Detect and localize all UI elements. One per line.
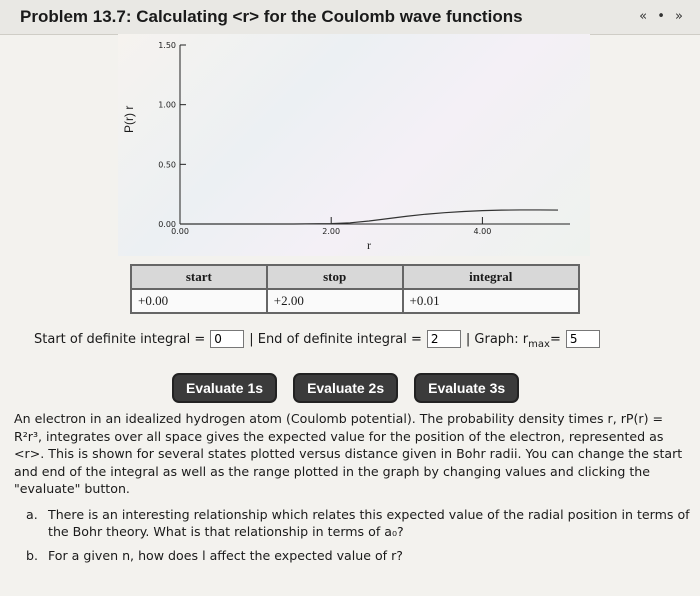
graph-label (465, 331, 561, 350)
question-text: There is an interesting relationship which relates this expected value of the radial position in terms of the Bohr theory. What is that relationship in terms of a₀? (48, 506, 690, 539)
page-navigation (639, 9, 686, 24)
evaluate-buttons (172, 373, 519, 403)
graph-label-eq: = (549, 331, 561, 347)
question-marker: b. (26, 547, 38, 563)
question-b (26, 547, 690, 565)
x-tick-label: 4.00 (473, 227, 492, 236)
nav-separator: • (657, 9, 668, 24)
y-axis-label: P(r) r (122, 105, 136, 133)
rmax-input[interactable] (566, 330, 600, 348)
chart-area (118, 34, 590, 256)
evaluate-2s-button[interactable]: Evaluate 2s (293, 373, 398, 403)
question-marker: a. (26, 506, 38, 522)
evaluate-3s-button[interactable]: Evaluate 3s (414, 373, 519, 403)
header-integral: integral (403, 265, 580, 289)
description-text: An electron in an idealized hydrogen atom (Coulomb potential). The probability density times r, rP(r) = R²r³, integrates over all space gives the expected value for the position of the electron, represented as <r>. This is shown for several states plotted versus distance given in Bohr radii. You can change the start and end of the integral as well as the range plotted in the graph by changing values and clicking the "evaluate" button. (14, 411, 683, 496)
question-list (26, 506, 690, 565)
header-start: start (131, 265, 267, 289)
cell-start: +0.00 (131, 289, 267, 313)
results-table (130, 264, 580, 314)
page-title: Problem 13.7: Calculating <r> for the Coulomb wave functions (20, 7, 523, 26)
cell-integral: +0.01 (403, 289, 580, 313)
x-axis-label: r (367, 238, 371, 252)
evaluate-1s-button[interactable]: Evaluate 1s (172, 373, 277, 403)
series-line (180, 210, 558, 224)
start-label: Start of definite integral = (34, 331, 206, 347)
y-tick-label: 1.50 (158, 41, 176, 50)
cell-stop: +2.00 (267, 289, 403, 313)
problem-description (14, 410, 690, 570)
graph-label-sub: max (528, 338, 550, 350)
results-header-row (131, 265, 579, 289)
integral-parameters (34, 330, 600, 348)
y-tick-label: 0.00 (158, 220, 176, 229)
header-stop: stop (267, 265, 403, 289)
y-tick-label: 0.50 (158, 160, 176, 170)
results-data-row (131, 289, 579, 313)
end-label: | End of definite integral = (249, 331, 422, 347)
question-a (26, 506, 690, 541)
radial-expectation-chart (118, 34, 590, 256)
y-tick-label: 1.00 (158, 100, 176, 110)
prev-page-link[interactable]: « (639, 9, 651, 24)
start-input[interactable] (210, 330, 244, 348)
x-tick-label: 2.00 (322, 227, 341, 236)
next-page-link[interactable]: » (675, 9, 686, 24)
x-tick-label: 0.00 (171, 227, 189, 236)
graph-label-text: | Graph: r (465, 331, 529, 347)
title-bar (0, 0, 700, 35)
end-input[interactable] (427, 330, 461, 348)
question-text: For a given n, how does l affect the expected value of r? (48, 547, 403, 563)
